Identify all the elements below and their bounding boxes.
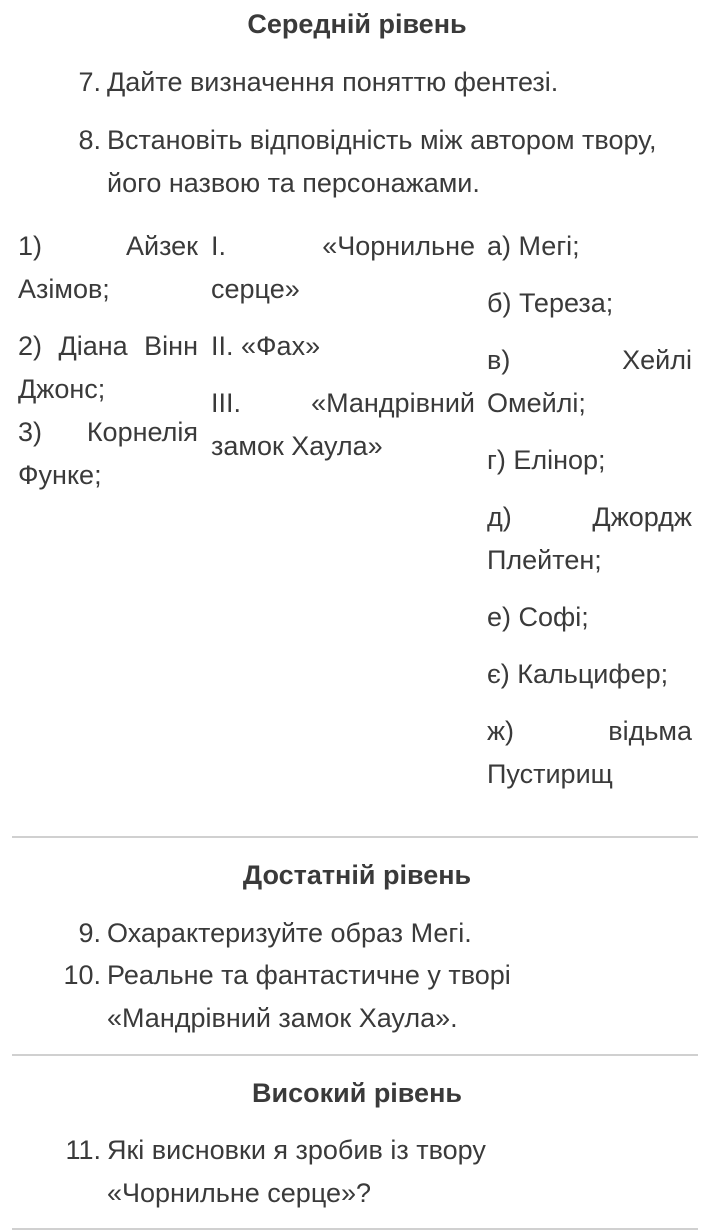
- question-10-text: Реальне та фантастичне у творі «Мандрівний замок Хаула».: [107, 960, 511, 1033]
- question-9-number: 9.: [78, 918, 101, 948]
- character-item: е) Софі;: [487, 602, 589, 632]
- character-item: є) Кальцифер;: [487, 659, 669, 689]
- question-7-number: 7.: [78, 67, 101, 97]
- character-item: а) Мегі;: [487, 231, 580, 261]
- section-divider: [12, 836, 698, 838]
- section-divider: [12, 1054, 698, 1056]
- character-item: ж) відьма Пустирищ: [487, 716, 692, 789]
- character-item: б) Тереза;: [487, 288, 614, 318]
- question-11: [65, 1129, 607, 1215]
- question-9: [78, 912, 697, 955]
- titles-column: [211, 225, 475, 468]
- question-7: [78, 61, 697, 104]
- character-item: д) Джордж Плейтен;: [487, 502, 692, 575]
- title-item: II. «Фах»: [211, 331, 321, 361]
- author-item: 2) Діана Вінн Джонс;: [18, 331, 198, 404]
- title-item: I. «Чорнильне серце»: [211, 231, 475, 304]
- question-11-text: Які висновки я зробив із твору «Чорнильне серце»?: [107, 1135, 486, 1208]
- author-item: 1) Айзек Азімов;: [18, 231, 198, 304]
- question-8-text: Встановіть відповідність між автором твору, його назвою та персонажами.: [107, 125, 657, 198]
- heading-medium-level: Середній рівень: [247, 9, 467, 39]
- authors-column: [18, 225, 198, 497]
- character-item: в) Хейлі Омейлі;: [487, 345, 692, 418]
- question-9-text: Охарактеризуйте образ Мегі.: [107, 918, 472, 948]
- author-item: 3) Корнелія Функе;: [18, 417, 198, 490]
- question-10-number: 10.: [63, 960, 101, 990]
- heading-high-level: Високий рівень: [252, 1078, 462, 1108]
- heading-sufficient-level: Достатній рівень: [242, 860, 472, 890]
- question-8-number: 8.: [78, 125, 101, 155]
- question-10: [63, 954, 627, 1040]
- title-item: III. «Мандрівний замок Хаула»: [211, 388, 475, 461]
- question-7-text: Дайте визначення поняттю фентезі.: [107, 67, 559, 97]
- section-divider: [12, 1228, 698, 1230]
- question-11-number: 11.: [65, 1135, 101, 1165]
- question-8: [78, 119, 697, 205]
- characters-column: [487, 225, 692, 796]
- character-item: г) Елінор;: [487, 445, 606, 475]
